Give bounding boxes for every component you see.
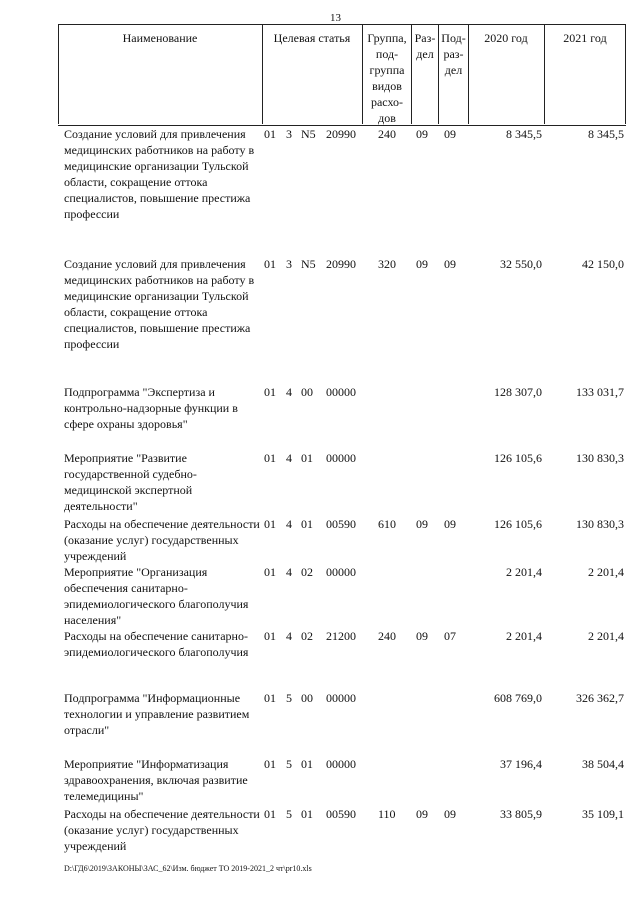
target-program: 01 <box>264 565 276 579</box>
target-subprogram: 4 <box>286 517 292 531</box>
header-divider <box>262 24 263 124</box>
target-event: 02 <box>301 565 313 579</box>
amount-2021: 35 109,1 <box>582 807 624 821</box>
row-name: Мероприятие "Информатизация здравоохранения, включая развитие телемедицины" <box>64 757 248 803</box>
header-target: Целевая статья <box>273 31 351 45</box>
target-program: 01 <box>264 451 276 465</box>
target-program: 01 <box>264 257 276 271</box>
amount-2020: 32 550,0 <box>500 257 542 271</box>
amount-2020: 2 201,4 <box>506 565 542 579</box>
row-name: Создание условий для привлечения медицинских работников на работу в медицинские организации Тульской области, сокращение оттока специалистов, повышение престижа профессии <box>64 257 255 351</box>
target-program: 01 <box>264 691 276 705</box>
header-divider <box>625 24 626 124</box>
row-name: Подпрограмма "Экспертиза и контрольно-надзорные функции в сфере охраны здоровья" <box>64 385 238 431</box>
target-event: 01 <box>301 451 313 465</box>
amount-2021: 326 362,7 <box>576 691 624 705</box>
target-program: 01 <box>264 807 276 821</box>
row-name: Расходы на обеспечение деятельности (оказание услуг) государственных учреждений <box>64 807 260 853</box>
target-event: 02 <box>301 629 313 643</box>
amount-2021: 2 201,4 <box>588 629 624 643</box>
row-name: Мероприятие "Организация обеспечения санитарно-эпидемиологического благополучия населения" <box>64 565 249 627</box>
amount-2020: 37 196,4 <box>500 757 542 771</box>
target-event: N5 <box>301 257 316 271</box>
expense-group: 110 <box>378 807 396 821</box>
subsection: 09 <box>444 807 456 821</box>
target-event: 00 <box>301 385 313 399</box>
target-direction: 00000 <box>326 757 356 771</box>
target-direction: 00000 <box>326 565 356 579</box>
amount-2020: 126 105,6 <box>494 451 542 465</box>
section: 09 <box>416 127 428 141</box>
amount-2021: 130 830,3 <box>576 451 624 465</box>
header-divider <box>58 24 59 124</box>
header-2021: 2021 год <box>563 31 607 45</box>
amount-2020: 128 307,0 <box>494 385 542 399</box>
expense-group: 240 <box>378 127 396 141</box>
target-event: 01 <box>301 757 313 771</box>
target-program: 01 <box>264 517 276 531</box>
target-program: 01 <box>264 757 276 771</box>
target-subprogram: 5 <box>286 691 292 705</box>
target-direction: 00000 <box>326 691 356 705</box>
target-direction: 00000 <box>326 451 356 465</box>
header-2020: 2020 год <box>484 31 528 45</box>
subsection: 07 <box>444 629 456 643</box>
section: 09 <box>416 517 428 531</box>
page-number: 13 <box>330 12 341 24</box>
amount-2020: 8 345,5 <box>506 127 542 141</box>
row-name: Расходы на обеспечение санитарно-эпидемиологического благополучия <box>64 629 249 659</box>
amount-2020: 2 201,4 <box>506 629 542 643</box>
target-direction: 00590 <box>326 517 356 531</box>
target-program: 01 <box>264 385 276 399</box>
amount-2021: 133 031,7 <box>576 385 624 399</box>
target-direction: 00590 <box>326 807 356 821</box>
target-direction: 21200 <box>326 629 356 643</box>
target-subprogram: 3 <box>286 257 292 271</box>
header-name: Наименование <box>122 31 198 45</box>
expense-group: 240 <box>378 629 396 643</box>
section: 09 <box>416 629 428 643</box>
target-subprogram: 4 <box>286 629 292 643</box>
amount-2020: 126 105,6 <box>494 517 542 531</box>
section: 09 <box>416 807 428 821</box>
amount-2021: 38 504,4 <box>582 757 624 771</box>
target-subprogram: 3 <box>286 127 292 141</box>
row-name: Расходы на обеспечение деятельности (оказание услуг) государственных учреждений <box>64 517 260 563</box>
amount-2020: 608 769,0 <box>494 691 542 705</box>
row-name: Мероприятие "Развитие государственной судебно-медицинской экспертной деятельности" <box>64 451 197 513</box>
row-name: Создание условий для привлечения медицинских работников на работу в медицинские организации Тульской области, сокращение оттока специалистов, повышение престижа профессии <box>64 127 255 221</box>
target-direction: 00000 <box>326 385 356 399</box>
file-path-footer: D:\ГД6\2019\ЗАКОНЫ\ЗАС_62\Изм. бюджет ТО 2019-2021_2 чт\pr10.xls <box>64 864 312 873</box>
subsection: 09 <box>444 257 456 271</box>
target-direction: 20990 <box>326 257 356 271</box>
row-name: Подпрограмма "Информационные технологии и управление развитием отрасли" <box>64 691 250 737</box>
section: 09 <box>416 257 428 271</box>
target-event: 01 <box>301 517 313 531</box>
subsection: 09 <box>444 517 456 531</box>
target-subprogram: 5 <box>286 757 292 771</box>
amount-2020: 33 805,9 <box>500 807 542 821</box>
expense-group: 610 <box>378 517 396 531</box>
target-event: 00 <box>301 691 313 705</box>
target-event: N5 <box>301 127 316 141</box>
header-divider <box>468 24 469 124</box>
amount-2021: 130 830,3 <box>576 517 624 531</box>
target-subprogram: 5 <box>286 807 292 821</box>
subsection: 09 <box>444 127 456 141</box>
target-program: 01 <box>264 127 276 141</box>
amount-2021: 8 345,5 <box>588 127 624 141</box>
header-group: Группа, под-группа видов расхо-дов <box>367 31 407 125</box>
target-subprogram: 4 <box>286 565 292 579</box>
header-divider <box>362 24 363 124</box>
target-direction: 20990 <box>326 127 356 141</box>
target-subprogram: 4 <box>286 385 292 399</box>
amount-2021: 2 201,4 <box>588 565 624 579</box>
expense-group: 320 <box>378 257 396 271</box>
target-program: 01 <box>264 629 276 643</box>
header-section: Раз-дел <box>414 31 436 61</box>
target-subprogram: 4 <box>286 451 292 465</box>
target-event: 01 <box>301 807 313 821</box>
header-divider <box>544 24 545 124</box>
amount-2021: 42 150,0 <box>582 257 624 271</box>
header-subsection: Под-раз-дел <box>441 31 466 77</box>
